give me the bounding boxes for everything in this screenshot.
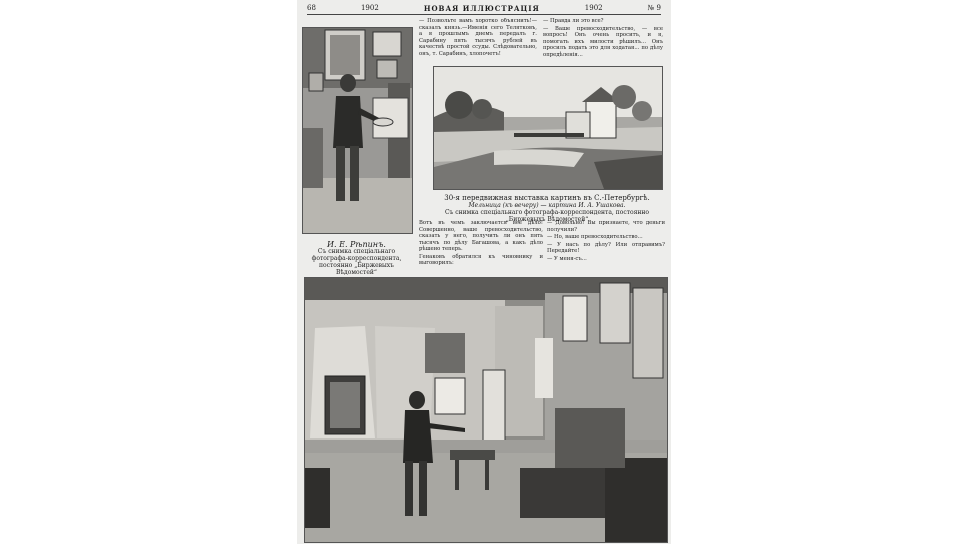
painting-subtitle: Мельница (къ вечеру) — картина И. А. Ушакова. <box>468 202 626 209</box>
portrait-credit: Съ снимка спеціальнаго фотографа-корреспондента, постоянно „Биржевыхъ Вѣдомостей“ <box>311 248 402 276</box>
text-column-mid-left <box>419 220 543 270</box>
portrait-name: И. Е. Рѣпинъ. <box>327 240 386 249</box>
header-year-left: 1902 <box>360 4 379 12</box>
paragraph: — Позвольте вамъ хоротко объяснить!—сказалъ князь.—Именія сего Телятковъ, а я прошлымъ днемъ передалъ г. Сарабину пять тысячъ рублей въ качествѣ простой ссуды. Слѣдовательно, онъ, т. Сарабинъ, хлопочетъ! <box>419 18 537 57</box>
studio-photo <box>304 277 668 543</box>
header-year-right: 1902 <box>584 4 603 12</box>
magazine-title: НОВАЯ ИЛЛЮСТРАЦІЯ <box>423 3 540 13</box>
painting-caption <box>425 195 669 223</box>
painting-title: 30-я передвижная выставка картинъ въ С.-Петербургѣ. <box>444 194 650 202</box>
paragraph: Генаковъ обратился къ чиновнику и выговорилъ: <box>419 253 543 266</box>
magazine-page <box>297 0 671 544</box>
running-head <box>307 2 661 15</box>
paragraph: — Но, ваше превосходительство... <box>547 234 643 240</box>
page-number: 68 <box>307 4 316 12</box>
text-column-top-right <box>543 18 663 60</box>
mill-painting-photo <box>433 66 663 190</box>
portrait-caption <box>299 241 414 276</box>
issue-number: № 9 <box>647 4 661 12</box>
paragraph: — Ваше превосходительство, — все вопросъ! Онъ очень проситъ, и я, помогать ихъ милости рѣшилъ... Онъ просилъ подать это для ходатая... по дѣлу опредѣленія... <box>543 25 663 58</box>
paragraph: — У насъ по дѣлу? Или отправимъ? Передайте! <box>547 241 665 254</box>
painting-credit: Съ снимка спеціальнаго фотографа-корреспондента, постоянно „Биржевыхъ Вѣдомостей“ <box>444 209 650 223</box>
text-column-mid-right <box>547 220 665 270</box>
paragraph: — Довольно! Вы признаете, что деньги получили? <box>547 220 665 233</box>
text-column-top-left <box>419 18 537 60</box>
portrait-photo <box>302 27 413 234</box>
paragraph: Вотъ въ чемъ заключается все дѣло! Совершенно, ваше превосходительство, сказать у него, получить ли онъ пять тысячъ по дѣлу Багашова, а какъ дѣло рѣшено теперь. <box>419 220 543 252</box>
paragraph: — У меня-съ... <box>547 255 587 262</box>
paragraph: — Правда ли это все? <box>543 18 604 24</box>
